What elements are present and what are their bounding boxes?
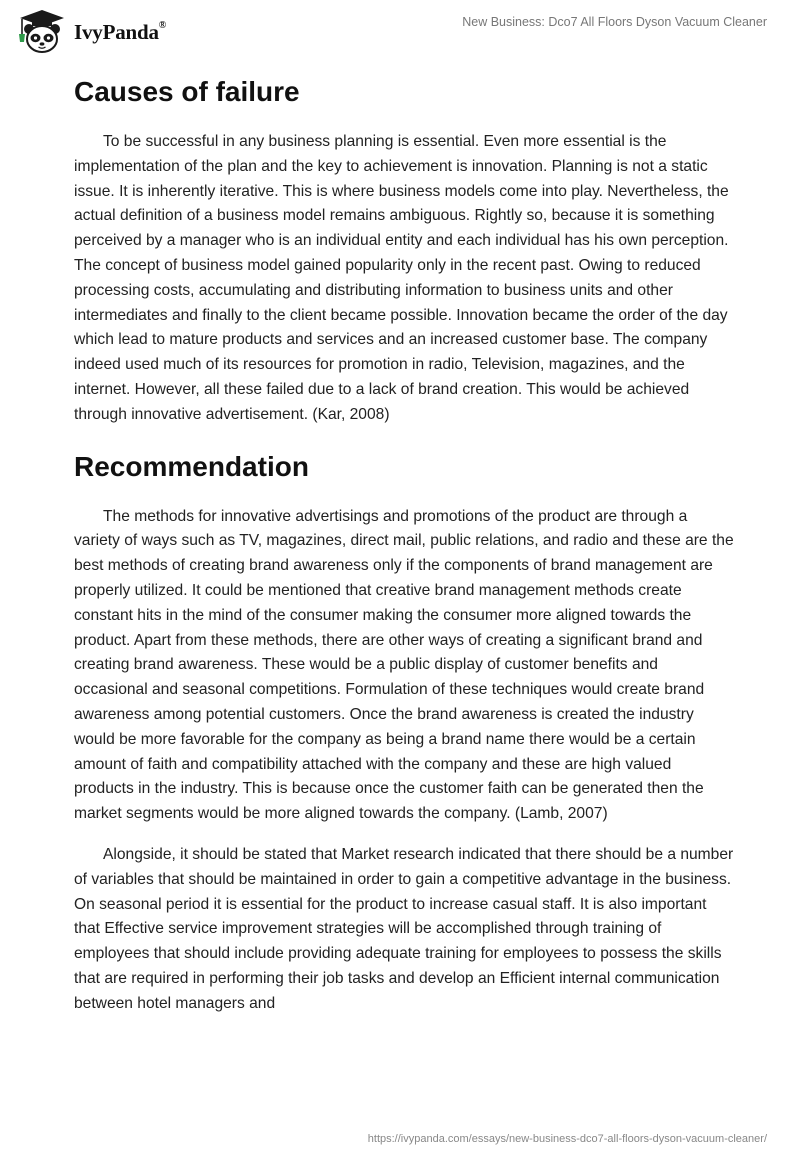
panda-graduate-icon [14,8,70,56]
essay-content [74,72,734,1017]
ivypanda-logo[interactable] [14,8,166,56]
section-heading: Causes of failure [74,76,300,107]
running-title: New Business: Dco7 All Floors Dyson Vacuum Cleaner [462,15,767,29]
section-heading: Recommendation [74,450,309,482]
paragraph: To be successful in any business planning is essential. Even more essential is the implementation of the plan and the key to achievement is innovation. Planning is not a static issue. It is inherently iterative. This is where business models come into play. Nevertheless, the actual definition of a business model remains ambiguous. Rightly so, because it is something perceived by a manager who is an individual entity and each individual has his own perception. The concept of business model gained popularity only in the recent past. Owing to reduced processing costs, accumulating and distributing information to business units and other intermediates and finally to the client became possible. Innovation became the order of the day which lead to mature products and services and an increased customer base. The company indeed used much of its resources for promotion in radio, Television, magazines, and the internet. However, all these failed due to a lack of brand creation. This would be achieved through innovative advertisement. (Kar, 2008) [74,133,729,423]
page-header [0,0,800,64]
paragraph: Alongside, it should be stated that Market research indicated that there should be a number of variables that should be maintained in order to gain a competitive advantage in the business. On seasonal period it is essential for the product to increase casual staff. It is also important that Effective service improvement strategies will be accomplished through training of employees that should include providing adequate training for employees to possess the skills that are required in performing their job tasks and develop an Efficient internal communication between hotel managers and [74,845,734,1012]
paragraph: The methods for innovative advertisings and promotions of the product are through a variety of ways such as TV, magazines, direct mail, public relations, and radio and these are the best methods of creating brand awareness only if the components of brand management are properly utilized. It could be mentioned that creative brand management methods create constant hits in the mind of the consumer making the consumer more aligned towards the product. Apart from these methods, there are other ways of creating a significant brand and creating brand awareness. These would be a public display of customer benefits and occasional and seasonal competitions. Formulation of these techniques would create brand awareness among potential customers. Once the brand awareness is created the industry would be more favorable for the company as being a brand name there would be a certain amount of faith and compatibility attached with the company and these are high valued products in the industry. This is because once the customer faith can be generated then the market segments would be more aligned towards the company. (Lamb, 2007) [74,507,734,823]
logo-text: IvyPanda® [74,19,167,44]
source-url[interactable]: https://ivypanda.com/essays/new-business-dco7-all-floors-dyson-vacuum-cleaner/ [367,1133,767,1145]
